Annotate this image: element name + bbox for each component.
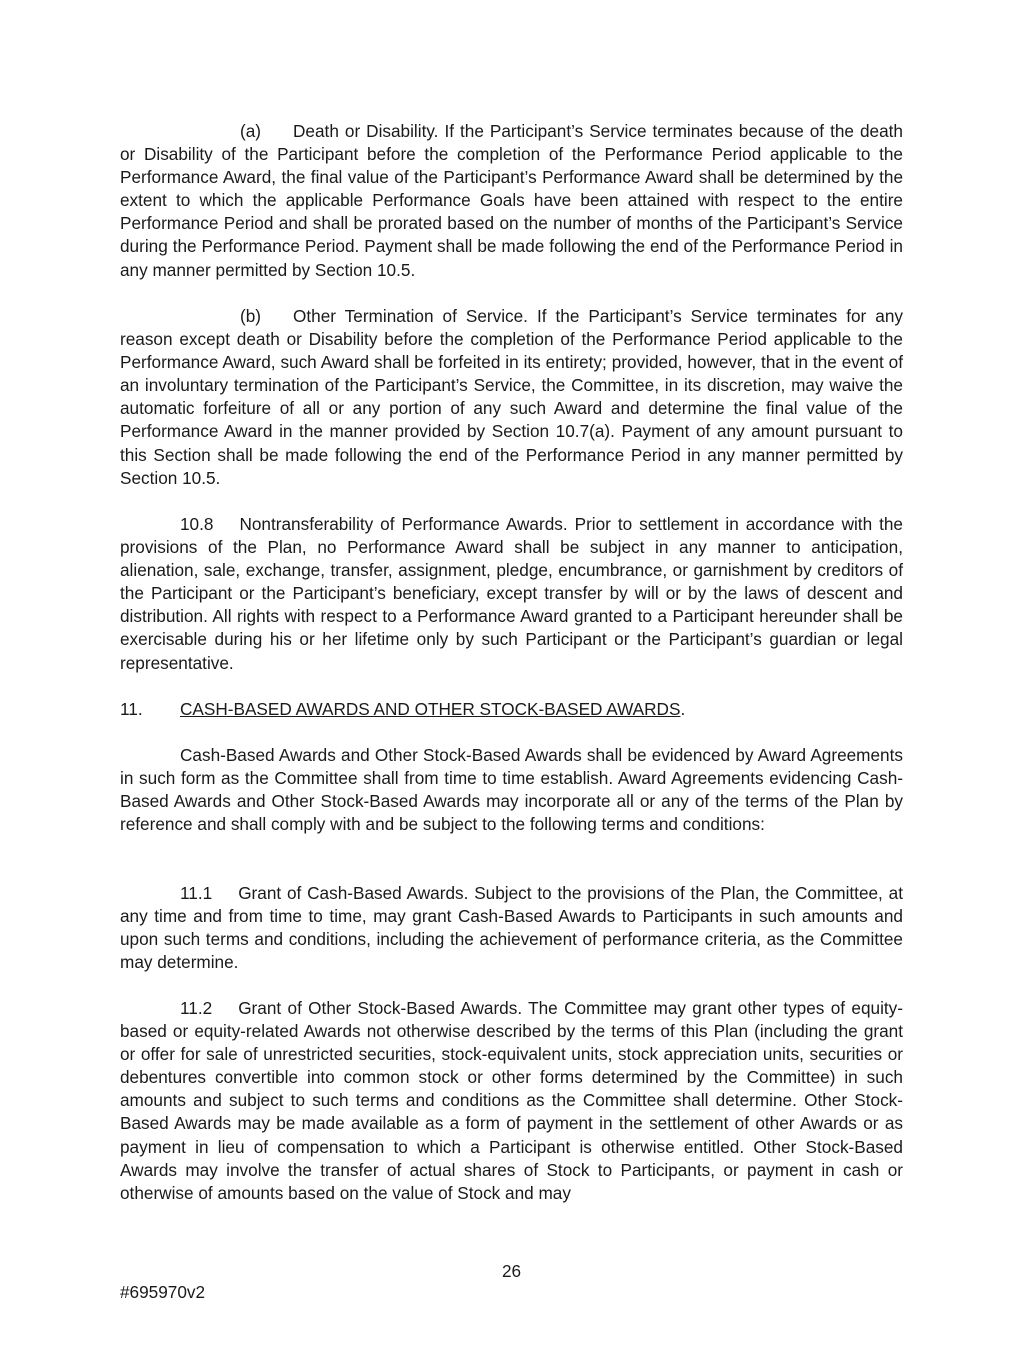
- paragraph-text: If the Participant’s Service terminates for any reason except death or Disability before the completion of the Performance Period applicable to the Performance Award, such Award shall be forfeited in its entirety; provided, however, that in the event of an involuntary termination of the Participant’s Service, the Committee, in its discretion, may waive the automatic forfeiture of all or any portion of any such Award and determine the final value of the Performance Award in the manner provided by Section 10.7(a). Payment of any amount pursuant to this Section shall be made following the end of the Performance Period in any manner permitted by Section 10.5.: [120, 306, 903, 488]
- paragraph-text: If the Participant’s Service terminates because of the death or Disability of the Participant before the completion of the Performance Period applicable to the Performance Award, the final value of the Participant’s Performance Award shall be determined by the extent to which the applicable Performance Goals have been attained with respect to the entire Performance Period and shall be prorated based on the number of months of the Participant’s Service during the Performance Period. Payment shall be made following the end of the Performance Period in any manner permitted by Section 10.5.: [120, 121, 903, 280]
- heading-number: 11.: [120, 699, 143, 719]
- section-number: 11.2: [180, 998, 213, 1018]
- section-caption: Grant of Other Stock-Based Awards.: [238, 998, 523, 1018]
- section-number: 11.1: [180, 883, 213, 903]
- section-number: 10.8: [180, 514, 214, 534]
- paragraph-text: Cash-Based Awards and Other Stock-Based Awards shall be evidenced by Award Agreements in such form as the Committee shall from time to time establish. Award Agreements evidencing Cash-Based Awards and Other Stock-Based Awards may incorporate all or any of the terms of the Plan by reference and shall comply with and be subject to the following terms and conditions:: [120, 745, 903, 835]
- paragraph-11-2: [120, 997, 903, 1205]
- document-id: #695970v2: [120, 1282, 206, 1302]
- heading-trailing: .: [680, 699, 686, 719]
- paragraph-11-1: [120, 882, 903, 974]
- paragraph-10-7-a: [120, 120, 903, 282]
- subsection-caption: Other Termination of Service.: [293, 306, 528, 326]
- page-number: 26: [501, 1261, 522, 1281]
- subsection-number: (a): [240, 121, 262, 141]
- paragraph-text: The Committee may grant other types of equity-based or equity-related Awards not otherwise described by the terms of this Plan (including the grant or offer for sale of unrestricted securities, stock-equivalent units, stock appreciation units, securities or debentures convertible into common stock or other forms determined by the Committee) in such amounts and subject to such terms and conditions as the Committee shall determine. Other Stock-Based Awards may be made available as a form of payment in the settlement of other Awards or as payment in lieu of compensation to which a Participant is otherwise entitled. Other Stock-Based Awards may involve the transfer of actual shares of Stock to Participants, or payment in cash or otherwise of amounts based on the value of Stock and may: [120, 998, 903, 1203]
- section-11-heading: [120, 698, 903, 721]
- subsection-caption: Death or Disability.: [293, 121, 439, 141]
- paragraph-text: Subject to the provisions of the Plan, the Committee, at any time and from time to time, may grant Cash-Based Awards to Participants in such amounts and upon such terms and conditions, including the achievement of performance criteria, as the Committee may determine.: [120, 883, 903, 973]
- paragraph-10-7-b: [120, 305, 903, 490]
- subsection-number: (b): [240, 306, 262, 326]
- paragraph-11-intro: [120, 744, 903, 836]
- paragraph-10-8: [120, 513, 903, 675]
- section-caption: Nontransferability of Performance Awards.: [239, 514, 568, 534]
- section-caption: Grant of Cash-Based Awards.: [238, 883, 469, 903]
- heading-title: CASH-BASED AWARDS AND OTHER STOCK-BASED AWARDS: [180, 699, 681, 719]
- paragraph-text: Prior to settlement in accordance with the provisions of the Plan, no Performance Award shall be subject in any manner to anticipation, alienation, sale, exchange, transfer, assignment, pledge, encumbrance, or garnishment by creditors of the Participant or the Participant’s beneficiary, except transfer by will or by the laws of descent and distribution. All rights with respect to a Performance Award granted to a Participant hereunder shall be exercisable during his or her lifetime only by such Participant or the Participant’s guardian or legal representative.: [120, 514, 903, 673]
